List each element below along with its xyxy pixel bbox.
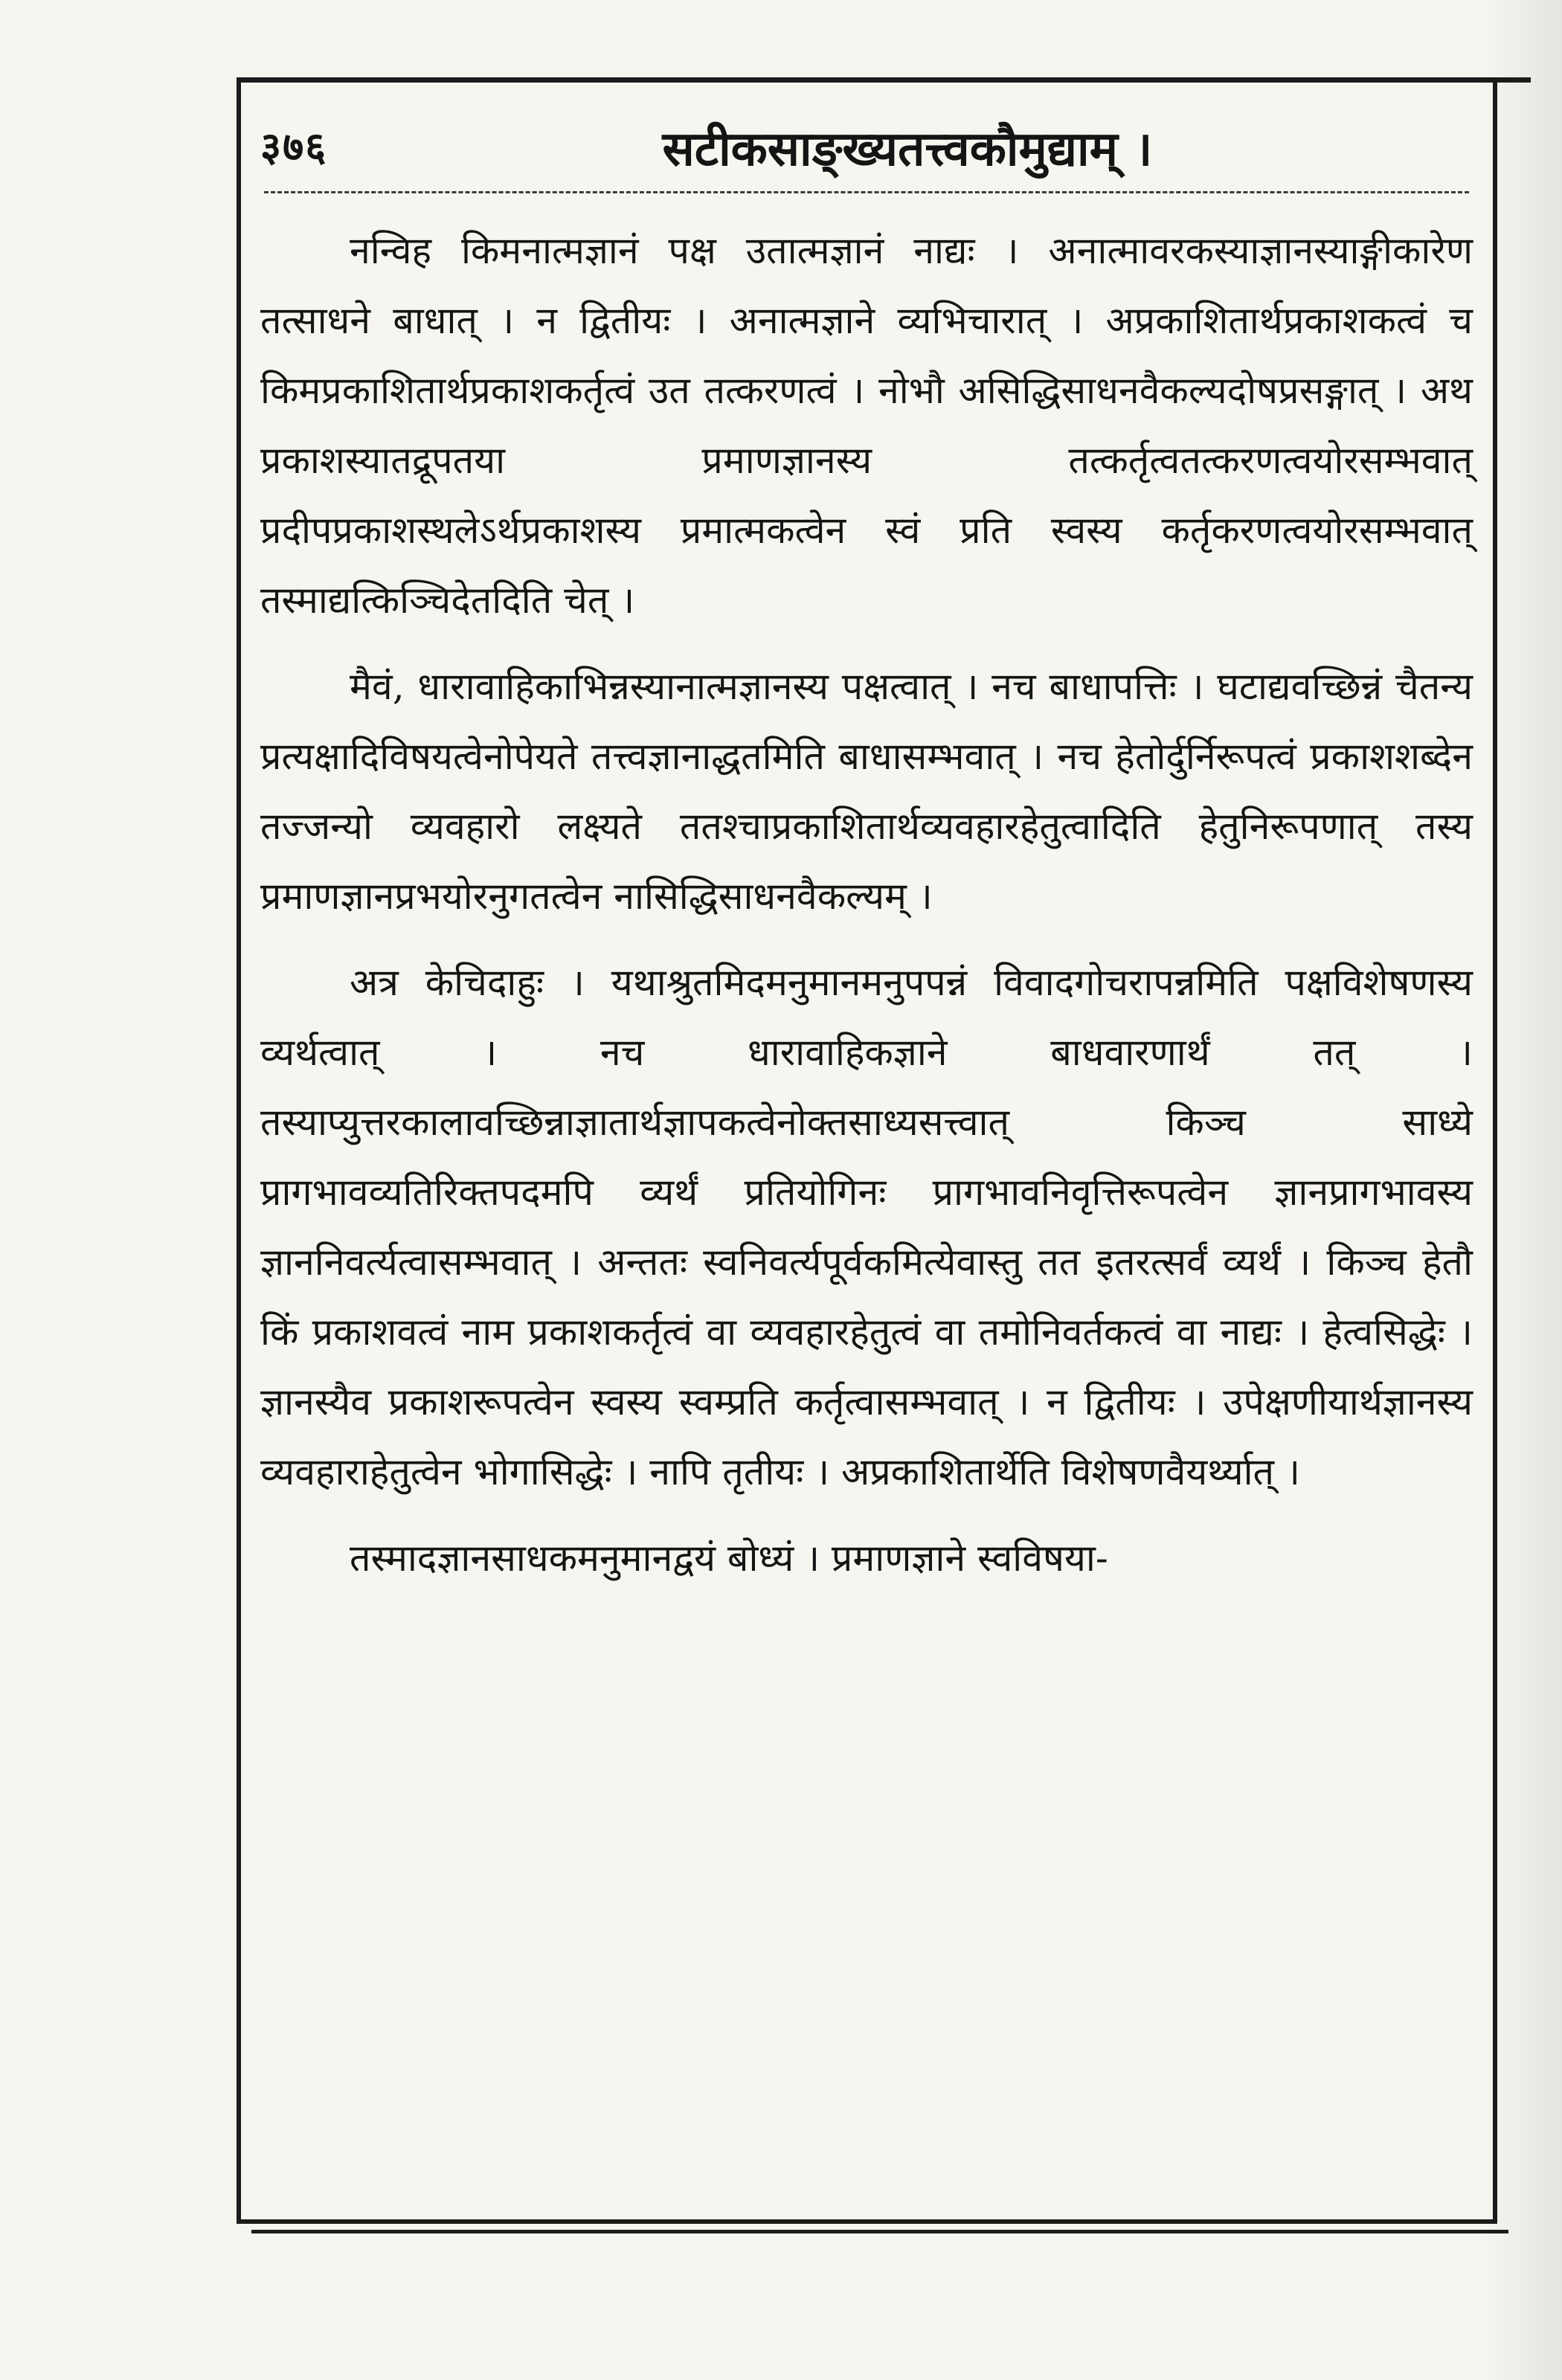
bottom-border-rule xyxy=(251,2230,1508,2233)
paragraph-2: मैवं, धारावाहिकाभिन्नस्यानात्मज्ञानस्य पक्षत्वात् । नच बाधापत्तिः । घटाद्यवच्छिन्नं चैतन्य प्रत्यक्षादिविषयत्वेनोपेयते तत्त्वज्ञानाद्धतमिति बाधासम्भवात् । नच हेतोर्दुर्निरूपत्वं प्रकाशशब्देन तज्जन्यो व्यवहारो लक्ष्यते ततश्चाप्रकाशितार्थव्यवहारहेतुत्वादिति हेतुनिरूपणात् तस्य प्रमाणज्ञानप्रभयोरनुगतत्वेन नासिद्धिसाधनवैकल्यम् । xyxy=(260,665,1473,918)
paragraph-4: तस्मादज्ञानसाधकमनुमानद्वयं बोध्यं । प्रमाणज्ञाने स्वविषया- xyxy=(350,1537,1108,1580)
page-header xyxy=(253,112,1473,186)
header-divider xyxy=(264,191,1469,193)
paragraph-3: अत्र केचिदाहुः । यथाश्रुतमिदमनुमानमनुपपन्नं विवादगोचरापन्नमिति पक्षविशेषणस्य व्यर्थत्वात् । नच धारावाहिकज्ञाने बाधवारणार्थं तत् । तस्याप्युत्तरकालावच्छिन्नाज्ञातार्थज्ञापकत्वेनोक्तसाध्यसत्त्वात् किञ्च साध्ये प्रागभावव्यतिरिक्तपदमपि व्यर्थं प्रतियोगिनः प्रागभावनिवृत्तिरूपत्वेन ज्ञानप्रागभावस्य ज्ञाननिवर्त्यत्वासम्भवात् । अन्ततः स्वनिवर्त्यपूर्वकमित्येवास्तु तत इतरत्सर्वं व्यर्थं । किञ्च हेतौ किं प्रकाशवत्वं नाम प्रकाशकर्तृत्वं वा व्यवहारहेतुत्वं वा तमोनिवर्तकत्वं वा नाद्यः । हेत्वसिद्धेः । ज्ञानस्यैव प्रकाशरूपत्वेन स्वस्य स्वम्प्रति कर्तृत्वासम्भवात् । न द्वितीयः । उपेक्षणीयार्थज्ञानस्य व्यवहाराहेतुत्वेन भोगासिद्धेः । नापि तृतीयः । अप्रकाशितार्थेति विशेषणवैयर्थ्यात् । xyxy=(260,961,1473,1493)
body-text xyxy=(260,216,1473,1609)
paragraph-1: नन्विह किमनात्मज्ञानं पक्ष उतात्मज्ञानं नाद्यः । अनात्मावरकस्याज्ञानस्याङ्गीकारेण तत्साधने बाधात् । न द्वितीयः । अनात्मज्ञाने व्यभिचारात् । अप्रकाशितार्थप्रकाशकत्वं च किमप्रकाशितार्थप्रकाशकर्तृत्वं उत तत्करणत्वं । नोभौ असिद्धिसाधनवैकल्यदोषप्रसङ्गात् । अथ प्रकाशस्यातद्रूपतया प्रमाणज्ञानस्य तत्कर्तृत्वतत्करणत्वयोरसम्भवात् प्रदीपप्रकाशस्थलेऽर्थप्रकाशस्य प्रमात्मकत्वेन स्वं प्रति स्वस्य कर्तृकरणत्वयोरसम्भवात् तस्माद्यत्किञ्चिदेतदिति चेत् । xyxy=(260,229,1473,622)
running-title: सटीकसाङ्ख्यतत्त्वकौमुद्याम् । xyxy=(662,121,1153,177)
page-number: ३७६ xyxy=(260,123,328,170)
